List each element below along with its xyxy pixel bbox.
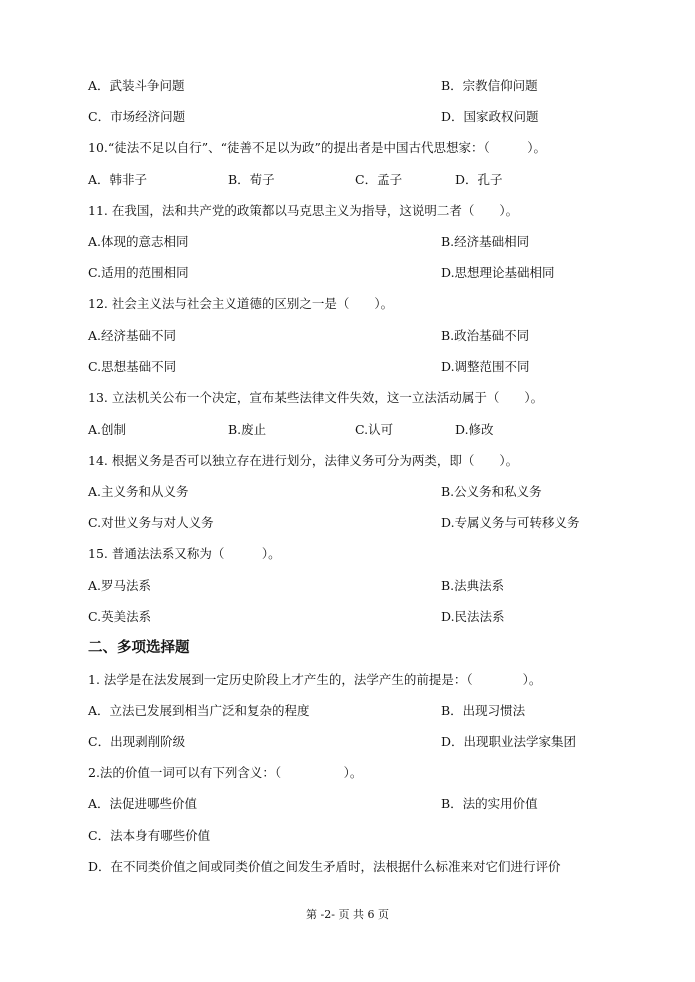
question-12: 12. 社会主义法与社会主义道德的区别之一是（ ）。 [88, 296, 394, 311]
question-15: 15. 普通法法系又称为（ ）。 [88, 546, 281, 561]
question-m2: 2.法的价值一词可以有下列含义：（ ）。 [88, 765, 363, 780]
question-10: 10.“徒法不足以自行”、“徒善不足以为政”的提出者是中国古代思想家：（ ）。 [88, 140, 546, 155]
question-11: 11. 在我国，法和共产党的政策都以马克思主义为指导，这说明二者（ ）。 [88, 203, 519, 218]
option-line: D．在不同类价值之间或同类价值之间发生矛盾时，法根据什么标准来对它们进行评价 [88, 859, 561, 874]
question-m1: 1. 法学是在法发展到一定历史阶段上才产生的，法学产生的前提是：（ ）。 [88, 672, 542, 687]
question-14: 14. 根据义务是否可以独立存在进行划分，法律义务可分为两类，即（ ）。 [88, 453, 519, 468]
section-heading: 二、多项选择题 [88, 640, 190, 656]
question-13: 13. 立法机关公布一个决定，宣布某些法律文件失效，这一立法活动属于（ ）。 [88, 390, 544, 405]
page-footer: 第 -2- 页 共 6 页 [306, 908, 389, 921]
